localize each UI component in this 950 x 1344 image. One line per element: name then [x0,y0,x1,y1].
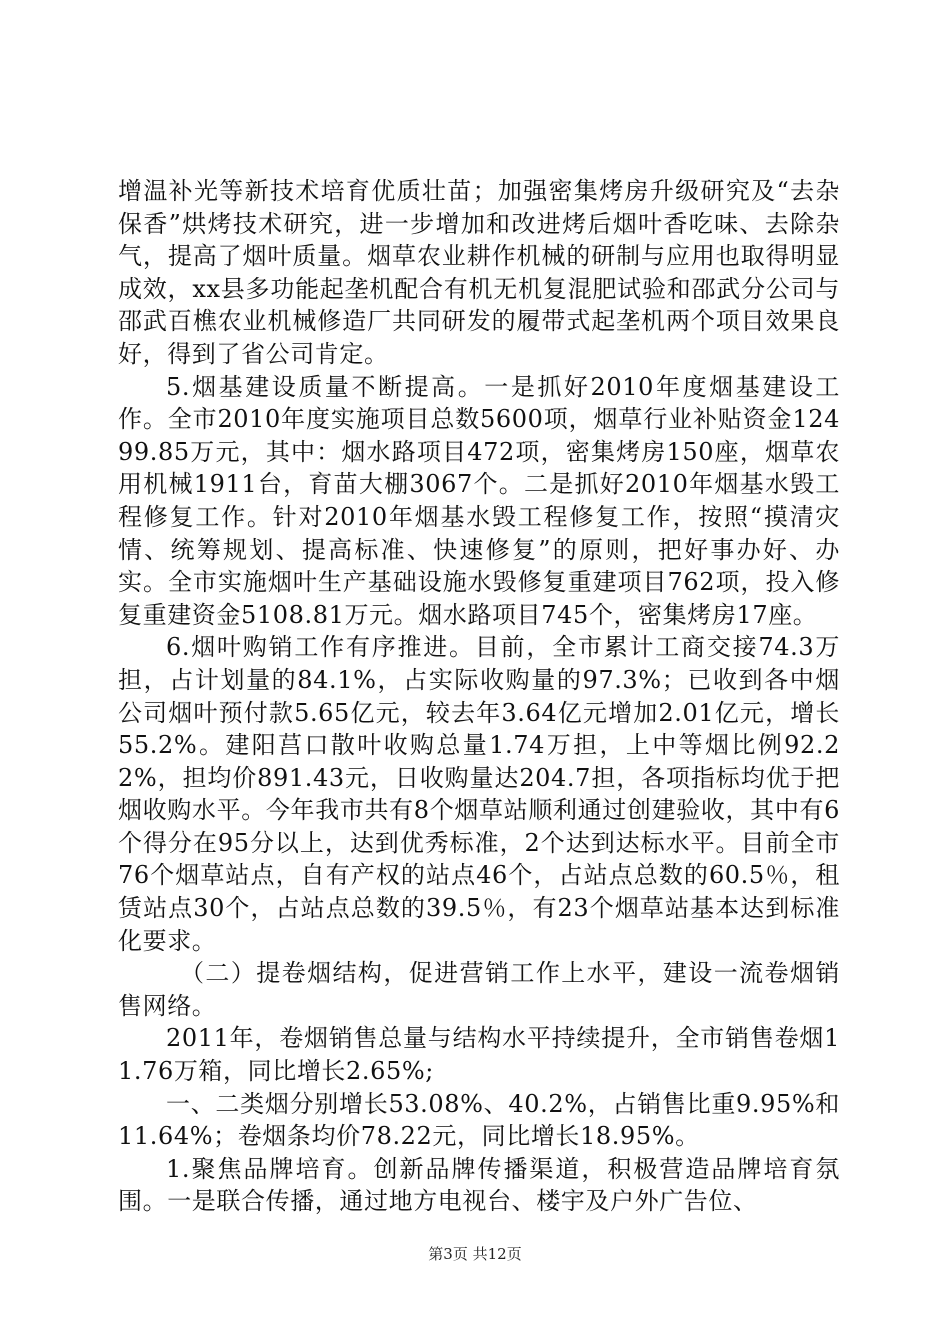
paragraph-item-5: 5.烟基建设质量不断提高。一是抓好2010年度烟基建设工作。全市2010年度实施项目总数5600项，烟草行业补贴资金12499.85万元，其中：烟水路项目472项，密集烤房150座，烟草农用机械1911台，育苗大棚3067个。二是抓好2010年烟基水毁工程修复工作。针对2010年烟基水毁工程修复工作，按照“摸清灾情、统筹规划、提高标准、快速修复”的原则，把好事办好、办实。全市实施烟叶生产基础设施水毁修复重建项目762项，投入修复重建资金5108.81万元。烟水路项目745个，密集烤房17座。 [118,372,840,629]
section-heading-2: （二）提卷烟结构，促进营销工作上水平，建设一流卷烟销售网络。 [118,959,840,1020]
page-footer: 第3页 共12页 [428,1245,522,1263]
document-body [118,175,840,1218]
paragraph-item-6: 6.烟叶购销工作有序推进。目前，全市累计工商交接74.3万担，占计划量的84.1%，占实际收购量的97.3%；已收到各中烟公司烟叶预付款5.65亿元，较去年3.64亿元增加2.01亿元，增长55.2%。建阳莒口散叶收购总量1.74万担，上中等烟比例92.22%，担均价891.43元，日收购量达204.7担，各项指标均优于把烟收购水平。今年我市共有8个烟草站顺利通过创建验收，其中有6个得分在95分以上，达到优秀标准，2个达到达标水平。目前全市76个烟草站点，自有产权的站点46个，占站点总数的60.5％，租赁站点30个，占站点总数的39.5％，有23个烟草站基本达到标准化要求。 [118,633,840,955]
paragraph-sales-2011: 2011年，卷烟销售总量与结构水平持续提升，全市销售卷烟11.76万箱，同比增长2.65%; [118,1024,840,1086]
paragraph-class-growth: 一、二类烟分别增长53.08%、40.2%，占销售比重9.95%和11.64%；卷烟条均价78.22元，同比增长18.95%。 [118,1089,840,1151]
paragraph-continuation: 增温补光等新技术培育优质壮苗；加强密集烤房升级研究及“去杂保香”烘烤技术研究，进一步增加和改进烤后烟叶香吃味、去除杂气，提高了烟叶质量。烟草农业耕作机械的研制与应用也取得明显成效，xx县多功能起垄机配合有机无机复混肥试验和邵武分公司与邵武百樵农业机械修造厂共同研发的履带式起垄机两个项目效果良好，得到了省公司肯定。 [118,177,840,368]
paragraph-brand-cultivation: 1.聚焦品牌培育。创新品牌传播渠道，积极营造品牌培育氛围。一是联合传播，通过地方电视台、楼宇及户外广告位、 [118,1154,840,1216]
